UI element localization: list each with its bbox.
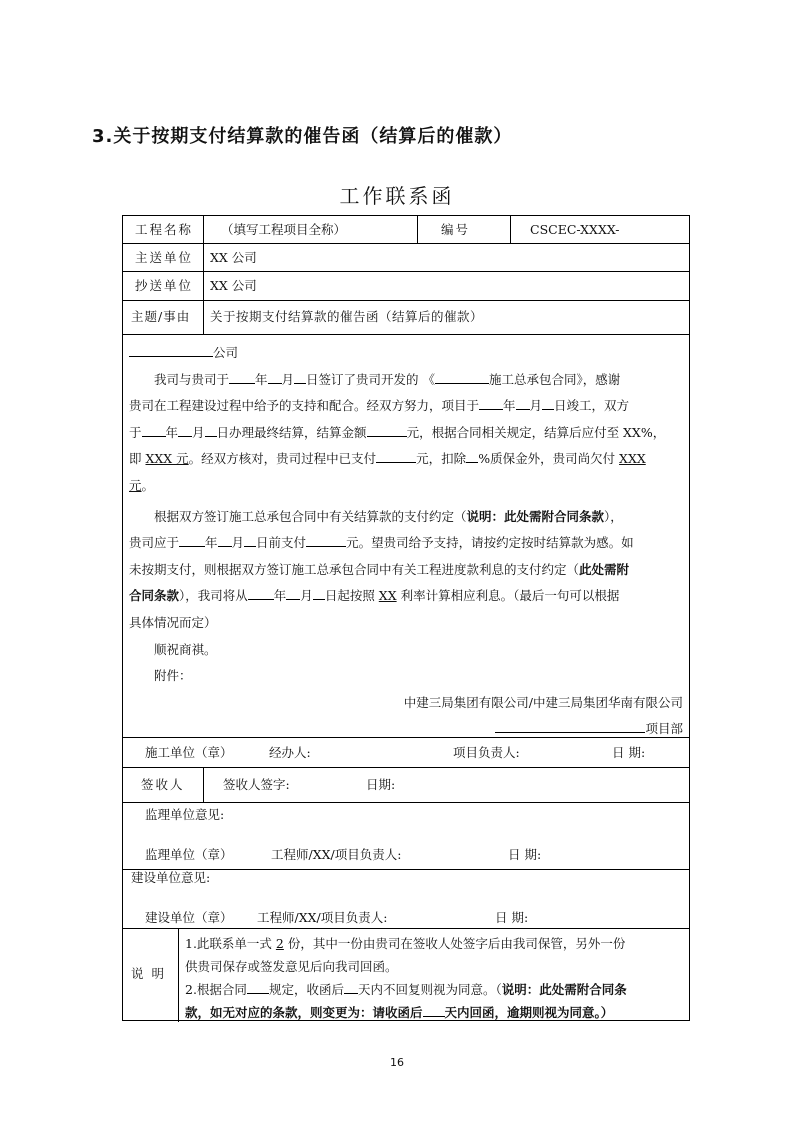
letter-body <box>129 340 683 743</box>
supervision-engineer-label: 工程师/XX/项目负责人: <box>271 847 402 862</box>
notes-content: 1.此联系单一式 2 份，其中一份由贵司在签收人处签字后由我司保管，另外一份 供贵司保存或签发意见后向我司回函。 2.根据合同 规定，收函后 天内不回复则视为同意。（说明：此处需附合同条 款，如无对应的条款，则变更为：请收函后 天内回函，逾期则视为同意。） <box>185 936 627 1020</box>
construction-unit-seal: 施工单位（章） <box>145 745 233 760</box>
paragraph-1: 我司与贵司于 年 月 日签订了贵司开发的 《 施工总承包合同》，感谢 贵司在工程建设过程中给予的支持和配合。经双方努力，项目于 年 月 日竣工，双方 于 年 月 日办理最终结算，结算金额 元，根据合同相关规定，结算后应付至 XX%， 即 XXX 元。经双方核对，贵司过程中已支付 元，扣除 %质保金外，贵司尚欠付 XXX 元。 <box>129 371 666 493</box>
number-value: CSCEC-XXXX- <box>530 222 620 237</box>
supervision-unit-seal: 监理单位（章） <box>145 847 233 862</box>
contact-form-table <box>122 215 690 1021</box>
copy-unit-label: 抄送单位 <box>135 278 194 293</box>
owner-date-label: 日 期: <box>495 910 529 925</box>
project-name-label: 工程名称 <box>135 222 194 237</box>
project-name-value: （填写工程项目全称） <box>221 222 347 237</box>
owner-unit-seal: 建设单位（章） <box>145 910 233 925</box>
company-name: 中建三局集团有限公司/中建三局集团华南有限公司 <box>403 694 683 710</box>
notes-label: 说 明 <box>131 966 166 981</box>
subject-value: 关于按期支付结算款的催告函（结算后的催款） <box>210 309 484 324</box>
paragraph-2: 根据双方签订施工总承包合同中有关结算款的支付约定（说明：此处需附合同条款）， 贵司应于 年 月 日前支付 元。望贵司给予支持，请按约定按时结算款为感。如 未按期支付，则根据双方签订施工总承包合同中有关工程进度款利息的支付约定（此处需附 合同条款），我司将从 年 月 日起按照 XX 利率计算相应利息。（最后一句可以根据 具体情况而定） <box>129 508 634 630</box>
number-label: 编号 <box>441 222 471 237</box>
attachment: 附件： <box>154 668 192 684</box>
regards: 顺祝商祺。 <box>154 641 217 657</box>
copy-unit-value: XX 公司 <box>210 278 257 293</box>
supervision-opinion-label: 监理单位意见: <box>145 807 225 822</box>
receiver-signature-label: 签收人签字: <box>223 777 290 792</box>
owner-engineer-label: 工程师/XX/项目负责人: <box>257 910 388 925</box>
project-dept: 项目部 <box>129 716 683 743</box>
sign-date-label: 日 期: <box>612 745 646 760</box>
main-unit-value: XX 公司 <box>210 250 257 265</box>
owner-opinion-label: 建设单位意见: <box>131 870 211 885</box>
document-title: 工作联系函 <box>339 184 455 208</box>
receiver-date-label: 日期: <box>366 777 396 792</box>
project-leader-label: 项目负责人: <box>453 745 520 760</box>
main-unit-label: 主送单位 <box>135 250 194 265</box>
section-title: 3.关于按期支付结算款的催告函（结算后的催款） <box>92 126 513 147</box>
salutation: 公司 <box>129 340 683 367</box>
page-number: 16 <box>390 1056 404 1069</box>
handler-label: 经办人: <box>269 745 311 760</box>
supervision-date-label: 日 期: <box>508 847 542 862</box>
subject-label: 主题/事由 <box>131 309 191 324</box>
receiver-label: 签收人 <box>141 777 185 792</box>
